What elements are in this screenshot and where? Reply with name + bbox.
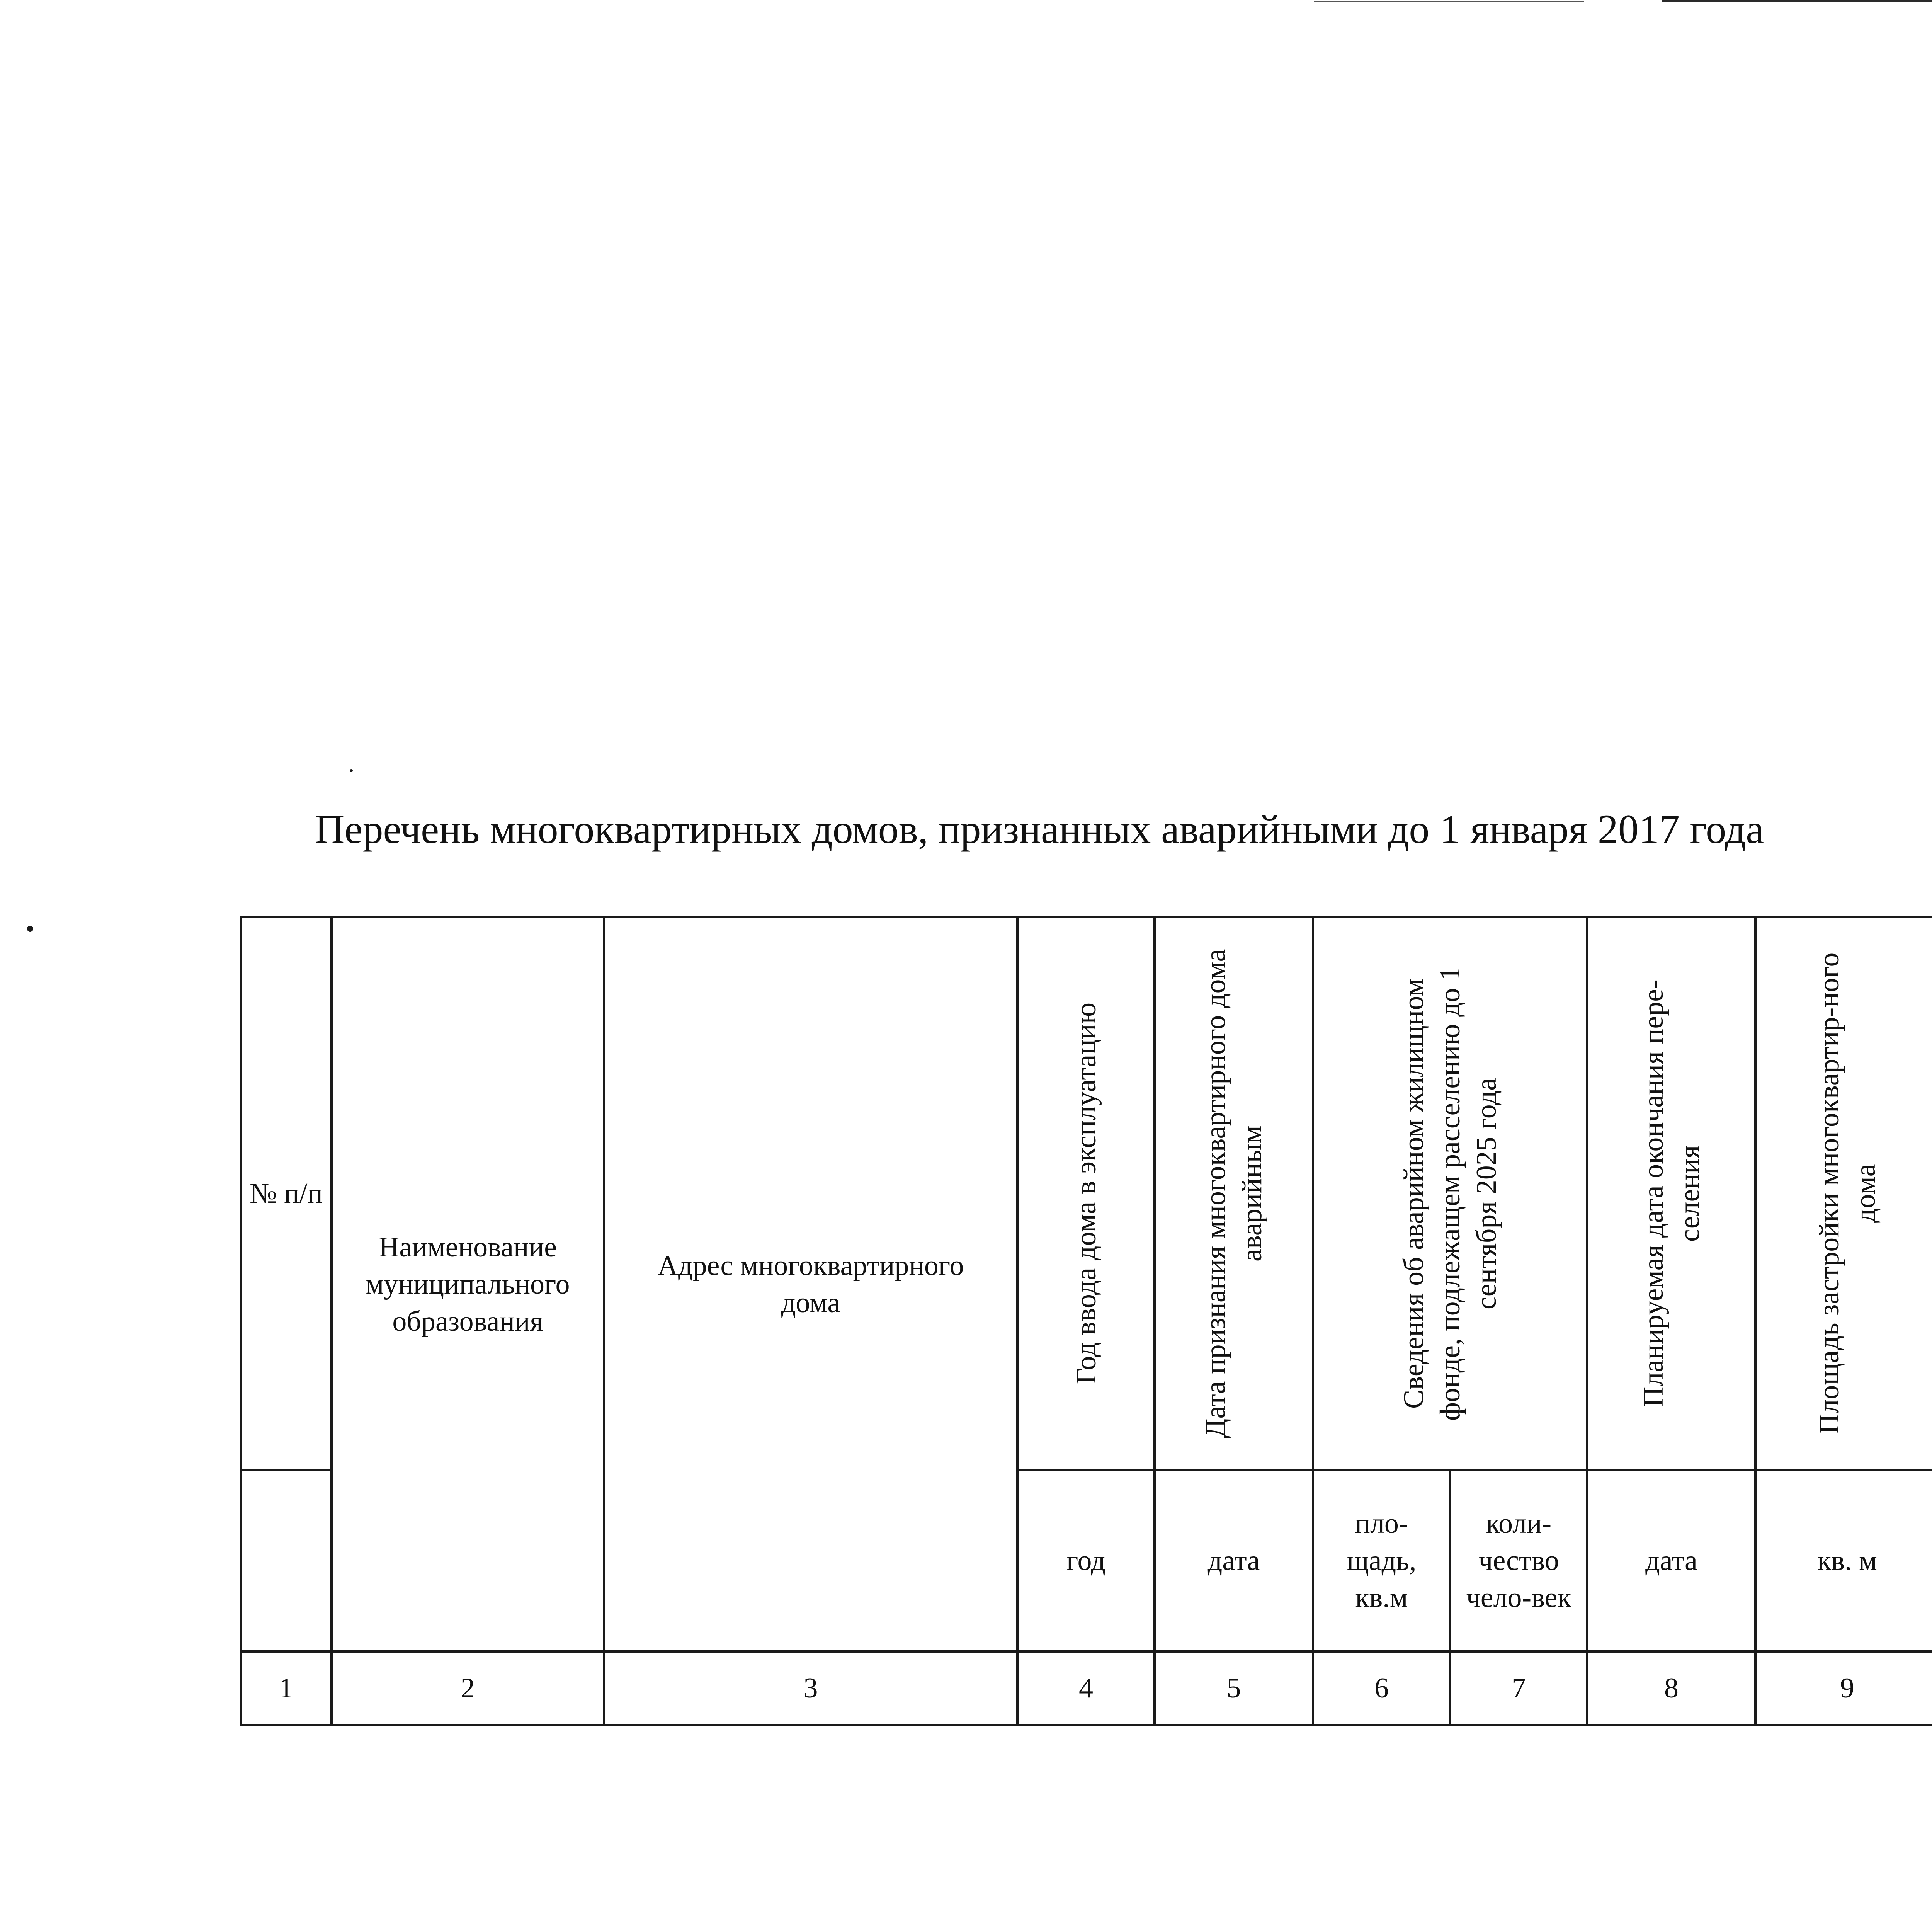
column-number: 7 <box>1450 1651 1587 1725</box>
unit-year: год <box>1017 1470 1155 1651</box>
unit-end-date: дата <box>1587 1470 1755 1651</box>
column-number: 4 <box>1017 1651 1155 1725</box>
header-year: Год ввода дома в эксплуатацию <box>1017 917 1155 1470</box>
unit-building-area: кв. м <box>1755 1470 1932 1651</box>
column-number: 5 <box>1155 1651 1313 1725</box>
header-municipality: Наименование муниципального образования <box>332 917 604 1651</box>
unit-area: пло-щадь, кв.м <box>1313 1470 1450 1651</box>
houses-table <box>240 916 1932 1726</box>
header-building-area: Площадь застройки многоквартир-ного дома <box>1755 917 1932 1470</box>
column-number: 3 <box>604 1651 1017 1725</box>
header-planned-end: Планируемая дата окончания пере-селения <box>1587 917 1755 1470</box>
document-title: Перечень многоквартирных домов, признанных аварийными до 1 января 2017 года <box>315 807 1764 852</box>
unit-people: коли-чество чело-век <box>1450 1470 1587 1651</box>
header-relocation-info: Сведения об аварийном жилищном фонде, подлежащем расселению до 1 сентября 2025 года <box>1313 917 1587 1470</box>
scan-speck <box>350 769 353 772</box>
scan-edge-line <box>1314 0 1932 2</box>
column-number: 6 <box>1313 1651 1450 1725</box>
unit-date: дата <box>1155 1470 1313 1651</box>
unit-num <box>241 1470 332 1651</box>
column-number: 2 <box>332 1651 604 1725</box>
column-number: 8 <box>1587 1651 1755 1725</box>
scan-speck <box>27 926 33 932</box>
column-number-row <box>241 1651 1932 1725</box>
header-row-top <box>241 917 1932 1099</box>
column-number: 1 <box>241 1651 332 1725</box>
header-recognition-date: Дата признания многоквартирного дома аварийным <box>1155 917 1313 1470</box>
column-number: 9 <box>1755 1651 1932 1725</box>
header-address: Адрес многоквартирного дома <box>604 917 1017 1651</box>
header-num: № п/п <box>241 917 332 1470</box>
